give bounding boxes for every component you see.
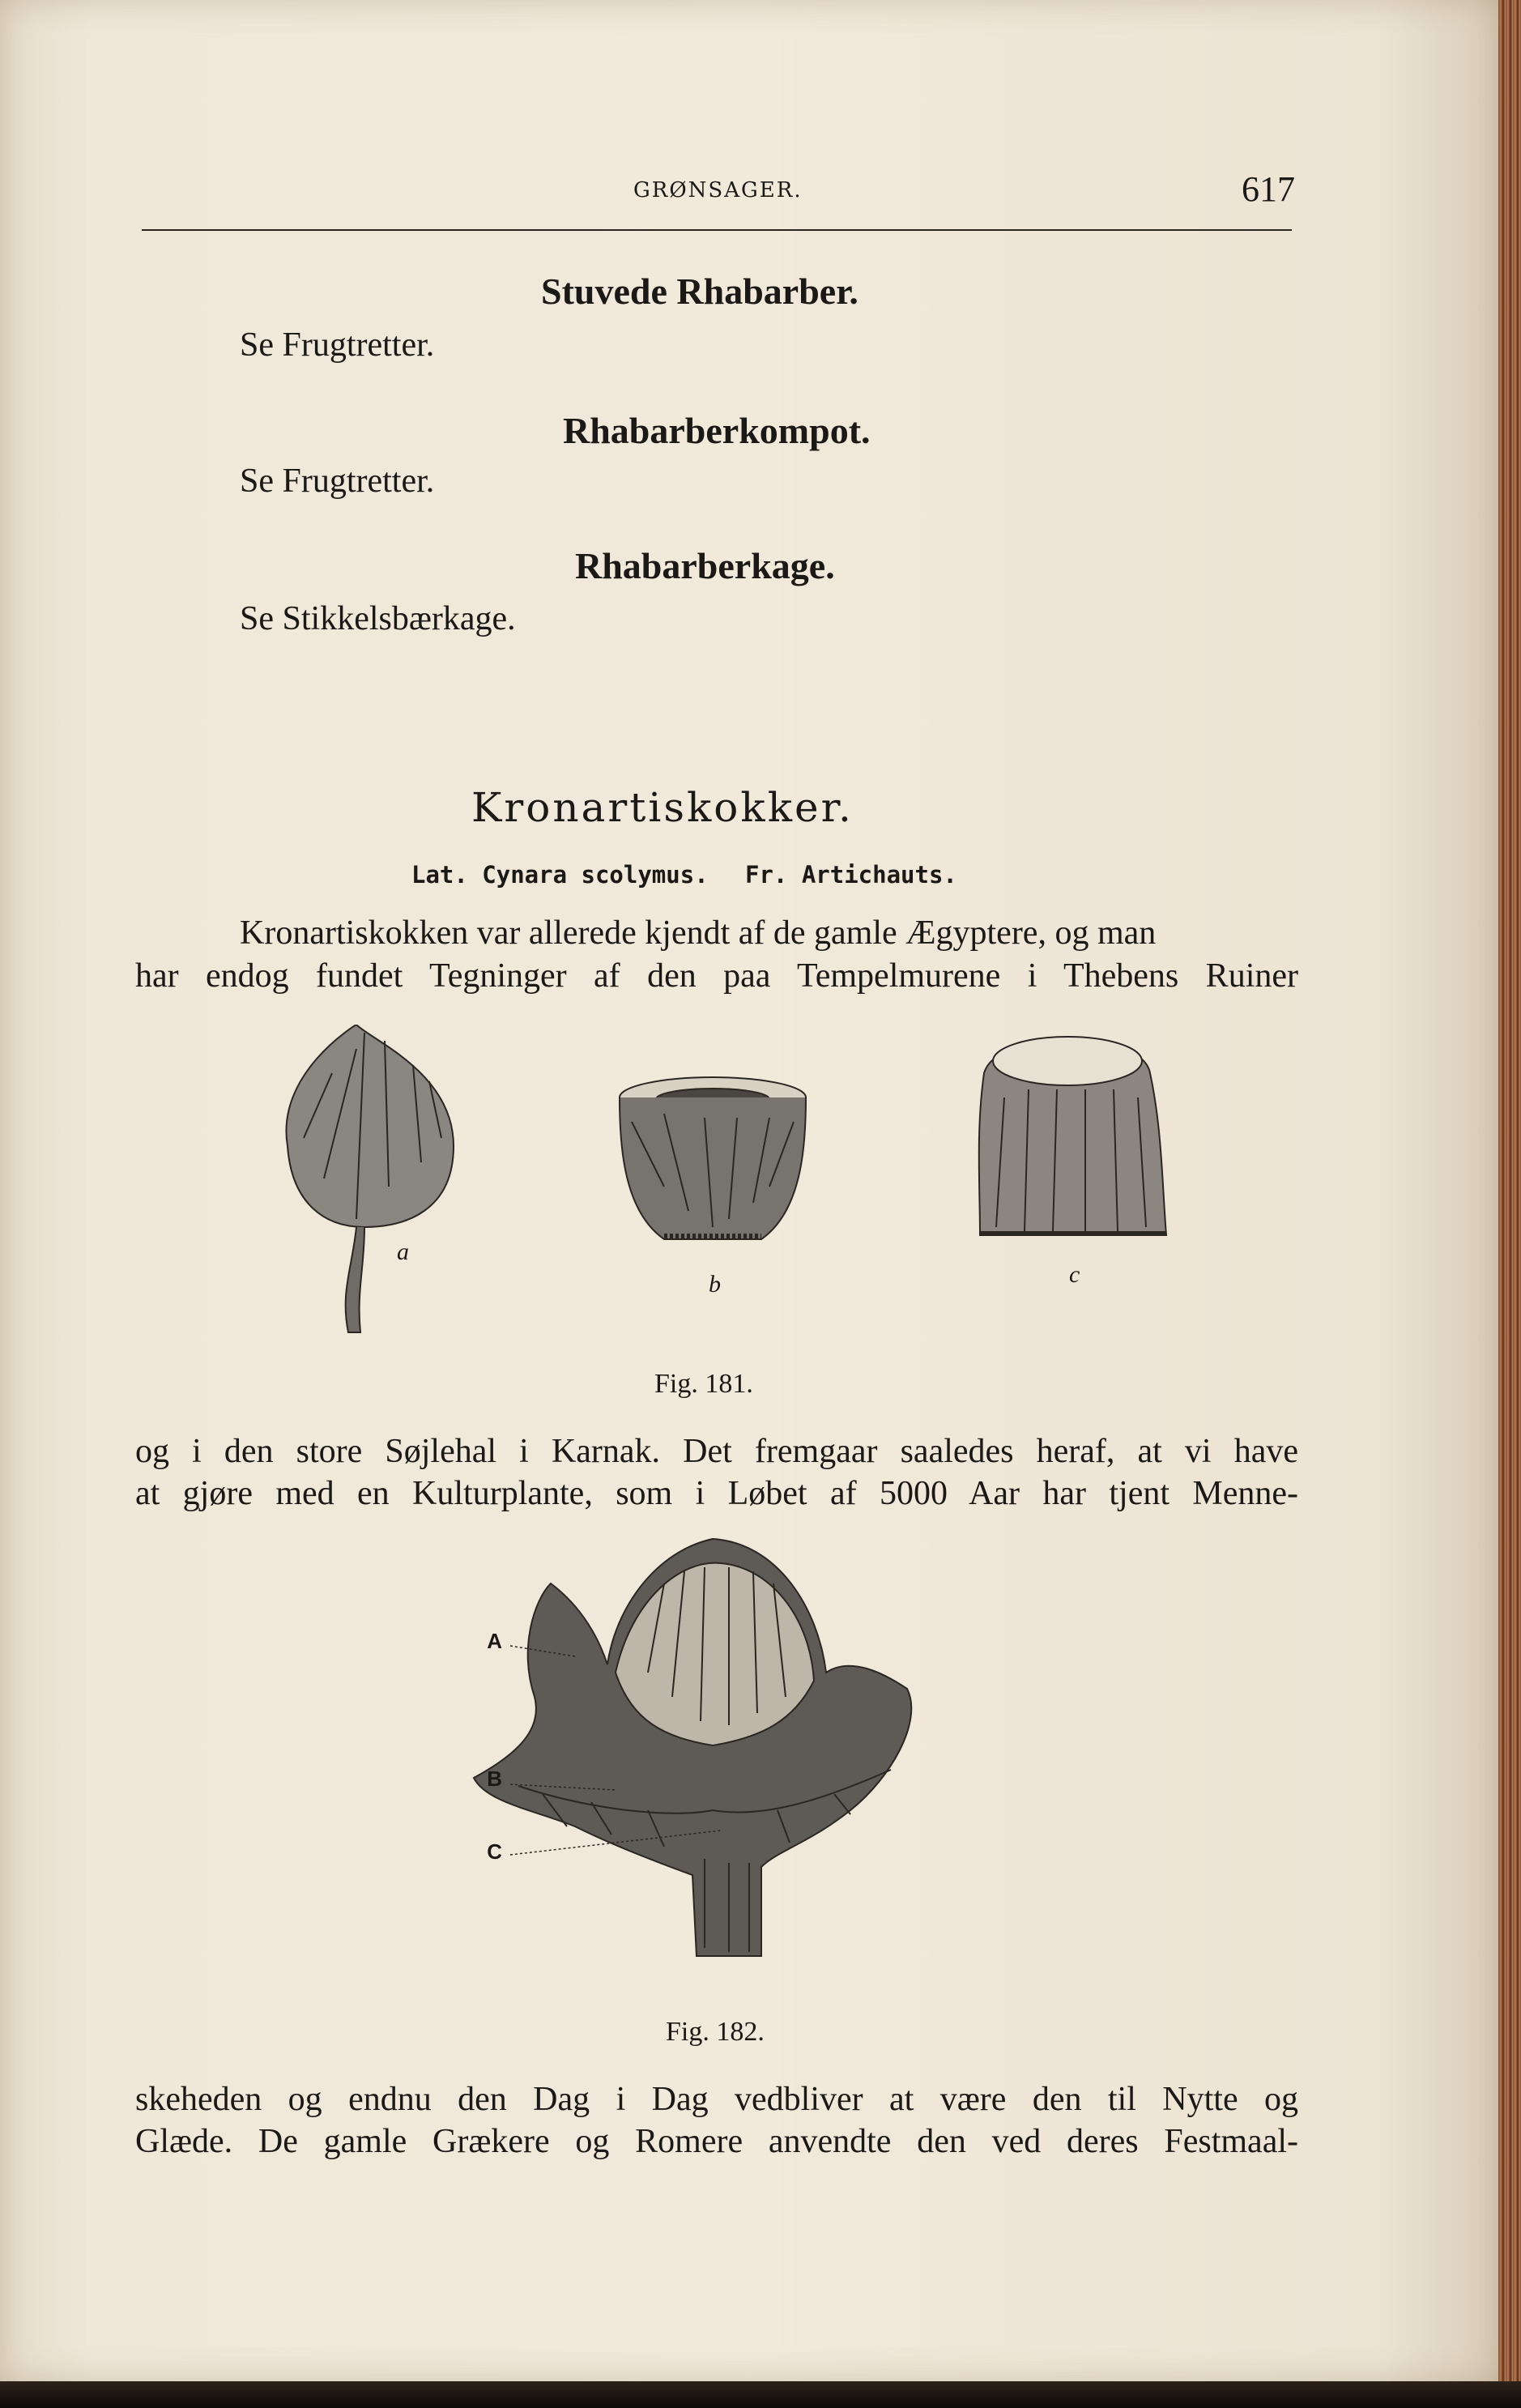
header-rule bbox=[142, 229, 1292, 231]
fig181-caption: Fig. 181. bbox=[654, 1369, 753, 1399]
book-edge-right bbox=[1498, 0, 1521, 2408]
page-number: 617 bbox=[1242, 169, 1295, 209]
para1-line1: Kronartiskokken var allerede kjendt af de gamle Ægyptere, og man bbox=[240, 914, 1157, 952]
entry-ref-frugtretter-1: Se Frugtretter. bbox=[240, 326, 435, 364]
fig181-artichoke-illustration bbox=[243, 1025, 1199, 1365]
artichoke-b bbox=[620, 1077, 806, 1239]
entry-ref-frugtretter-2: Se Frugtretter. bbox=[240, 462, 435, 500]
artichoke-a bbox=[286, 1025, 454, 1332]
para3-line2: Glæde. De gamle Grækere og Romere anvendte den ved deres Festmaal- bbox=[135, 2123, 1298, 2160]
fig181-label-b: b bbox=[709, 1271, 721, 1298]
para1-line2: har endog fundet Tegninger af den paa Tempelmurene i Thebens Ruiner bbox=[135, 957, 1298, 995]
french-name: Fr. Artichauts. bbox=[745, 861, 957, 889]
para2-line2: at gjøre med en Kulturplante, som i Løbet af 5000 Aar har tjent Menne- bbox=[135, 1475, 1298, 1512]
artichoke-c bbox=[979, 1037, 1166, 1235]
fig181-label-a: a bbox=[397, 1238, 409, 1265]
latin-name: Lat. Cynara scolymus. bbox=[411, 861, 709, 889]
fig181-label-c: c bbox=[1069, 1261, 1080, 1288]
book-edge-bottom bbox=[0, 2381, 1521, 2408]
running-head: GRØNSAGER. bbox=[633, 178, 803, 202]
section-title: Kronartiskokker. bbox=[471, 784, 854, 831]
fig182-artichoke-section-illustration bbox=[470, 1535, 988, 1988]
para2-line1: og i den store Søjlehal i Karnak. Det fremgaar saaledes heraf, at vi have bbox=[135, 1433, 1298, 1470]
entry-ref-stikkelsbaerkage: Se Stikkelsbærkage. bbox=[240, 600, 516, 637]
fig182-label-a: A bbox=[487, 1629, 502, 1653]
entry-title-rhabarberkage: Rhabarberkage. bbox=[575, 545, 835, 586]
fig182-label-b: B bbox=[487, 1767, 502, 1791]
entry-title-rhabarberkompot: Rhabarberkompot. bbox=[563, 410, 871, 451]
entry-title-stuvede-rhabarber: Stuvede Rhabarber. bbox=[541, 271, 858, 312]
para3-line1: skeheden og endnu den Dag i Dag vedbliver at være den til Nytte og bbox=[135, 2081, 1298, 2118]
fig182-caption: Fig. 182. bbox=[666, 2017, 765, 2047]
fig182-label-c: C bbox=[487, 1839, 502, 1864]
